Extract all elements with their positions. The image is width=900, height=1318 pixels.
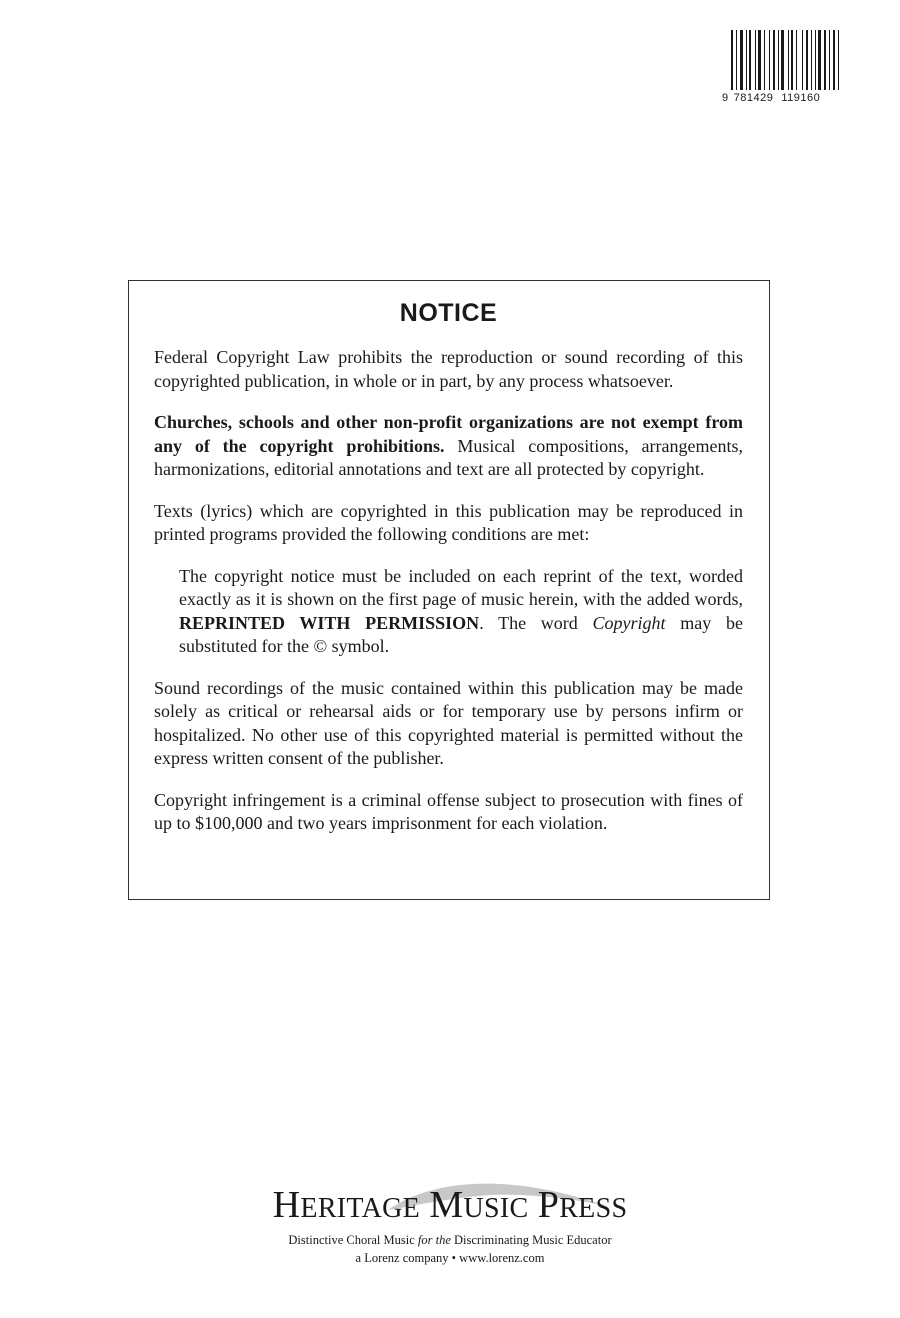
notice-paragraph-2-rest: Musical compositions, arrangements, harmonizations, editorial annotations and text are all protected by copyright. [154,435,743,479]
barcode-bar [838,30,839,90]
notice-paragraph-4-b: . The word [479,612,593,633]
notice-paragraph-2 [154,411,743,482]
notice-paragraph-2-bold: Churches, schools and other non-profit organizations are not exempt from any of the copyright prohibitions. [154,412,743,456]
barcode-bar [802,30,803,90]
barcode-bar [781,30,784,90]
barcode-bar [736,30,737,90]
barcode-bar [773,30,775,90]
publisher-name-eritage: ERITAGE [300,1193,421,1224]
barcode-digits [722,92,872,104]
notice-paragraph-4-bold: REPRINTED WITH PERMISSION [179,612,480,633]
notice-paragraph-3: Texts (lyrics) which are copyrighted in this publication may be reproduced in printed programs provided the following conditions are met: [154,500,743,544]
barcode-bar [746,30,747,90]
barcode-bar [769,30,770,90]
publisher-tagline-a: Distinctive Choral Music [288,1233,418,1247]
barcode-bar [788,30,789,90]
barcode-bar [833,30,835,90]
barcode-bar [829,30,830,90]
notice-paragraph-4-a: The copyright notice must be included on each reprint of the text, worded exactly as it is shown on the first page of music herein, with the added words, [179,565,743,609]
barcode [722,30,872,104]
barcode-bar [811,30,812,90]
publisher-tagline-italic: for the [417,1233,451,1247]
barcode-bar [758,30,761,90]
notice-paragraph-4-c: may be substituted for the © symbol. [179,612,743,656]
barcode-bar [824,30,826,90]
publisher-name-h: H [272,1184,301,1226]
notice-paragraph-4 [154,565,743,659]
barcode-bar [749,30,751,90]
notice-paragraph-5: Sound recordings of the music contained within this publication may be made solely as critical or rehearsal aids or for temporary use by persons infirm or hospitalized. No other use of this copyrighted material is permitted without the express written consent of the publisher. [154,677,743,768]
notice-box [128,280,770,900]
barcode-bar [806,30,808,90]
publisher-name [0,1185,900,1229]
notice-paragraph-4-italic: Copyright [592,612,666,633]
barcode-bar [818,30,821,90]
barcode-bar [778,30,779,90]
publisher-name-usic: USIC [463,1193,529,1224]
barcode-bar [764,30,765,90]
publisher-tagline-b: Discriminating Music Educator [450,1233,612,1247]
barcode-bar [755,30,756,90]
publisher-name-p: P [537,1184,560,1226]
barcode-right-digits: 119160 [781,92,821,104]
barcode-lead-digit: 9 [722,92,729,104]
barcode-left-digits: 781429 [733,92,774,104]
barcode-bar [740,30,743,90]
publisher-tagline [0,1233,900,1248]
barcode-bar [791,30,793,90]
publisher-footer [0,1185,900,1266]
barcode-bars [731,30,861,90]
notice-paragraph-6: Copyright infringement is a criminal offense subject to prosecution with fines of up to $100,000 and two years imprisonment for each violation. [154,789,743,833]
notice-paragraph-1: Federal Copyright Law prohibits the reproduction or sound recording of this copyrighted publication, in whole or in part, by any process whatsoever. [154,347,743,391]
barcode-bar [815,30,816,90]
barcode-bar [796,30,797,90]
barcode-bar [731,30,733,90]
notice-title: NOTICE [399,299,498,327]
publisher-name-m: M [429,1184,464,1226]
publisher-name-ress: RESS [559,1193,628,1224]
publisher-subline: a Lorenz company • www.lorenz.com [355,1251,545,1265]
